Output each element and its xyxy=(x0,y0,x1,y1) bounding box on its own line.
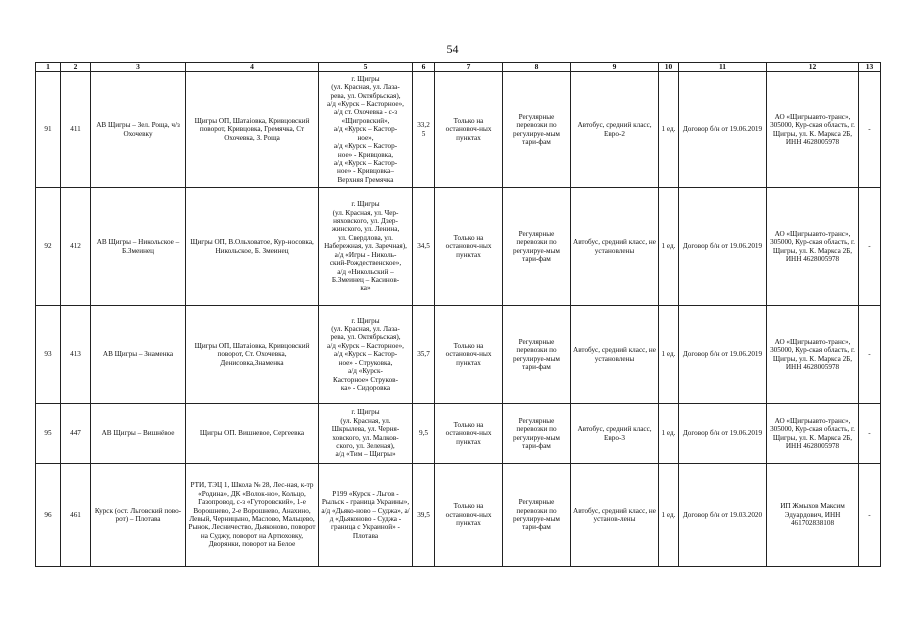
cell-route-name: АВ Щигры – Вишнёвое xyxy=(91,404,186,464)
column-header: 9 xyxy=(571,63,659,72)
cell-carrier: АО «Щигрыавто-транс», 305000, Кур-ская область, г. Щигры, ул. К. Маркса 2Б, ИНН 4628005978 xyxy=(767,72,859,188)
cell-length: 34,5 xyxy=(413,188,435,306)
cell-seq: 95 xyxy=(36,404,61,464)
cell-transport-type: Регулярные перевозки по регулируе-мым тари-фам xyxy=(503,464,571,567)
cell-streets: Р199 «Курск - Льгов - Рыльск - граница Украины», а/д «Дьяко-ново – Суджа», а/д «Дьяконово - Суджа - граница с Украиной» - Плотава xyxy=(319,464,413,567)
cell-route-name: АВ Щигры – Знаменка xyxy=(91,306,186,404)
cell-quantity: 1 ед. xyxy=(659,464,679,567)
column-header: 6 xyxy=(413,63,435,72)
cell-quantity: 1 ед. xyxy=(659,404,679,464)
column-header: 4 xyxy=(186,63,319,72)
cell-route-number: 411 xyxy=(61,72,91,188)
column-header: 13 xyxy=(859,63,881,72)
cell-stop-order: Только на остановоч-ных пунктах xyxy=(435,306,503,404)
cell-carrier: АО «Щигрыавто-транс», 305000, Кур-ская область, г. Щигры, ул. К. Маркса 2Б, ИНН 4628005978 xyxy=(767,306,859,404)
cell-contract: Договор б/н от 19.06.2019 xyxy=(679,72,767,188)
cell-transport-type: Регулярные перевозки по регулируе-мым тари-фам xyxy=(503,404,571,464)
route-registry-table xyxy=(35,62,881,567)
cell-seq: 91 xyxy=(36,72,61,188)
cell-route-number: 412 xyxy=(61,188,91,306)
cell-stops: Щигры ОП, В.Ольховатое, Кур-носовка, Никольское, Б. Змеинец xyxy=(186,188,319,306)
cell-contract: Договор б/н от 19.03.2020 xyxy=(679,464,767,567)
column-number-row xyxy=(36,63,881,72)
cell-note: - xyxy=(859,464,881,567)
cell-note: - xyxy=(859,404,881,464)
column-header: 12 xyxy=(767,63,859,72)
cell-streets: г. Щигры (ул. Красная, ул. Чер- няховского, ул. Дзер- жинского, ул. Ленина, ул. Свердлова, ул. Набережная, ул. Заречная), а/д «Игры - Николь- ский-Рождественское», а/д «Никольский – Б.Змеинец – Касинов- ка» xyxy=(319,188,413,306)
column-header: 10 xyxy=(659,63,679,72)
cell-transport-type: Регулярные перевозки по регулируе-мым тари-фам xyxy=(503,188,571,306)
cell-seq: 92 xyxy=(36,188,61,306)
cell-length: 35,7 xyxy=(413,306,435,404)
cell-quantity: 1 ед. xyxy=(659,188,679,306)
cell-quantity: 1 ед. xyxy=(659,306,679,404)
cell-streets: г. Щигры (ул. Красная, ул. Лаза- рева, ул. Октябрьская), а/д «Курск – Касторное», а/д «Курск – Кастор- ное» - Струковка, а/д «Курск- Касторное» Струков- ка» - Сидоровка xyxy=(319,306,413,404)
column-header: 8 xyxy=(503,63,571,72)
cell-carrier: АО «Щигрыавто-транс», 305000, Кур-ская область, г. Щигры, ул. К. Маркса 2Б, ИНН 4628005978 xyxy=(767,404,859,464)
cell-stops: Щигры ОП, Шатаіовка, Кривцовский поворот, Ст. Охочевка, Денисовка,Знаменка xyxy=(186,306,319,404)
cell-transport-type: Регулярные перевозки по регулируе-мым тари-фам xyxy=(503,306,571,404)
cell-contract: Договор б/н от 19.06.2019 xyxy=(679,404,767,464)
cell-length: 33,2 5 xyxy=(413,72,435,188)
cell-stop-order: Только на остановоч-ных пунктах xyxy=(435,188,503,306)
table-row xyxy=(36,306,881,404)
cell-streets: г. Щигры (ул. Красная, ул. Лаза- рева, ул. Октябрьская), а/д «Курск – Касторное», а/д ст. Охочевка - с-з «Щигровский», а/д «Курск – Кастор- ное», а/д «Курск – Кастор- ное» - Кривцовка, а/д «Курск – Кастор- ное» - Кривцовка– Верхняя Гремячка xyxy=(319,72,413,188)
cell-length: 39,5 xyxy=(413,464,435,567)
cell-route-name: АВ Щигры – Никольское – Б.Змеинец xyxy=(91,188,186,306)
cell-transport-type: Регулярные перевозки по регулируе-мым тари-фам xyxy=(503,72,571,188)
cell-route-name: Курск (ост. Льговский пово-рот) – Плотава xyxy=(91,464,186,567)
cell-carrier: ИП Жмыхов Максим Эдуардович, ИНН 461702838108 xyxy=(767,464,859,567)
page-number: 54 xyxy=(446,42,459,56)
cell-length: 9,5 xyxy=(413,404,435,464)
cell-route-name: АВ Щигры – Зел. Роща, ч/з Охочевку xyxy=(91,72,186,188)
cell-vehicle: Автобус, средний класс, Евро-3 xyxy=(571,404,659,464)
table-row xyxy=(36,464,881,567)
cell-route-number: 461 xyxy=(61,464,91,567)
column-header: 2 xyxy=(61,63,91,72)
cell-seq: 93 xyxy=(36,306,61,404)
cell-quantity: 1 ед. xyxy=(659,72,679,188)
column-header: 1 xyxy=(36,63,61,72)
cell-stops: Щигры ОП. Вишневое, Сергеевка xyxy=(186,404,319,464)
cell-vehicle: Автобус, средний класс, Евро-2 xyxy=(571,72,659,188)
cell-seq: 96 xyxy=(36,464,61,567)
table-row xyxy=(36,188,881,306)
cell-route-number: 413 xyxy=(61,306,91,404)
cell-note: - xyxy=(859,188,881,306)
column-header: 5 xyxy=(319,63,413,72)
cell-stops: РТИ, ТЭЦ 1, Школа № 28, Лес-ная, к-тр «Родина», ДК «Волок-но», Кольцо, Газопровод, с-з «Гуторовский», 1-е Ворошнево, 2-е Ворошнево, Анахино, Левый, Черницыно, Маслово, Мальцево, Рынок, Лесничество, Дьяконово, поворот на Суджу, поворот на Артюховку, Дворянки, поворот на Белое xyxy=(186,464,319,567)
column-header: 11 xyxy=(679,63,767,72)
column-header: 7 xyxy=(435,63,503,72)
cell-vehicle: Автобус, средний класс, не установ-лены xyxy=(571,464,659,567)
cell-note: - xyxy=(859,306,881,404)
cell-vehicle: Автобус, средний класс, не установлены xyxy=(571,306,659,404)
cell-stop-order: Только на остановоч-ных пунктах xyxy=(435,464,503,567)
cell-contract: Договор б/н от 19.06.2019 xyxy=(679,188,767,306)
cell-stop-order: Только на остановоч-ных пунктах xyxy=(435,72,503,188)
cell-vehicle: Автобус, средний класс, не установлены xyxy=(571,188,659,306)
cell-contract: Договор б/н от 19.06.2019 xyxy=(679,306,767,404)
cell-carrier: АО «Щигрыавто-транс», 305000, Кур-ская область, г. Щигры, ул. К. Маркса 2Б, ИНН 4628005978 xyxy=(767,188,859,306)
cell-stop-order: Только на остановоч-ных пунктах xyxy=(435,404,503,464)
cell-stops: Щигры ОП, Шатаіовка, Кривцовский поворот, Кривцовка, Гремячка, Ст Охочевка, З. Роща xyxy=(186,72,319,188)
cell-route-number: 447 xyxy=(61,404,91,464)
cell-streets: г. Щигры (ул. Красная, ул. Шкрылева, ул. Черня- ховского, ул. Малков- ского, ул. Зеленая), а/д «Тим – Щигры» xyxy=(319,404,413,464)
cell-note: - xyxy=(859,72,881,188)
table-row xyxy=(36,72,881,188)
column-header: 3 xyxy=(91,63,186,72)
table-row xyxy=(36,404,881,464)
